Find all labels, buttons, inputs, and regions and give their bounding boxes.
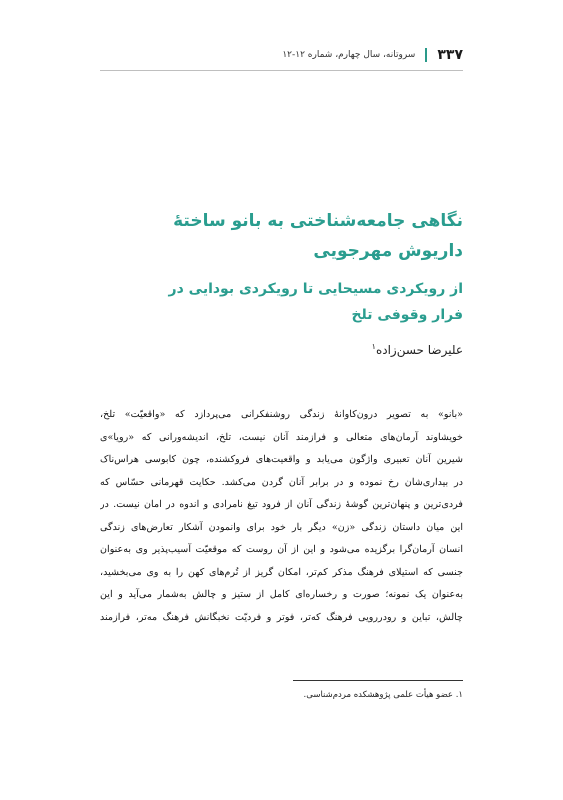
article-title-line-1: نگاهی جامعه‌شناختی به بانو ساختهٔ <box>173 211 463 231</box>
header-rule <box>100 70 463 71</box>
body-line: این میان داستان زندگی «زن» دیگر بار خود برای وانمودن آشکار تعارض‌های زندگی <box>100 521 463 533</box>
body-line: به‌عنوان یک نمونه؛ صورت و رخساره‌ای کامل از ستیز و چالش به‌شمار می‌آید و این <box>100 589 463 600</box>
footnote-rule <box>293 680 463 681</box>
body-paragraph <box>100 404 463 629</box>
article-subtitle-line-1: از رویکردی مسیحایی تا رویکردی بودایی در <box>168 281 463 297</box>
running-header <box>100 44 463 66</box>
body-line: چالش، تباین و رودررویی فرهنگ که‌تر، فوتر و فردیّت نخبگانش فرهنگ مه‌تر، فرازمند <box>100 611 463 623</box>
body-line: خویشاوند آرمان‌های متعالی و فرازمند آنان نیست، تلخ، اندیشه‌ورانی که «رویا»ی <box>100 431 463 443</box>
body-line: شیرین آنان تعبیری واژگون می‌یابد و واقعیت‌های فروکشنده، چون کابوسی هراس‌ناک <box>100 454 463 465</box>
author-name: علیرضا حسن‌زاده <box>375 343 463 357</box>
body-line: در بیداری‌شان رخ نموده و در برابر آنان گردن می‌کشد. حکایت قهرمانی حسّاس که <box>100 476 463 488</box>
article-subtitle-line-2: فرار وقوفی تلخ <box>351 307 463 323</box>
body-line: فردی‌ترین و پنهان‌ترین گوشهٔ زندگی آنان از فرود تیغ نامرادی و اندوه در امان نیست. در <box>100 499 463 510</box>
author-byline <box>372 342 463 357</box>
footnote: ۱. عضو هیأت علمی پژوهشکده مردم‌شناسی. <box>303 690 463 700</box>
journal-name: سروتانه، سال چهارم، شماره ۱۲-۱۲ <box>282 50 416 60</box>
body-line: جنسی که استیلای فرهنگ مذکر کم‌تر، امکان گریز از تُرم‌های کهن را به وی می‌بخشید، <box>100 566 463 578</box>
article-title-line-2: داریوش مهرجویی <box>313 241 463 261</box>
header-separator <box>425 48 427 62</box>
body-line: «بانو» به تصویر درون‌کاوانهٔ زندگی روشنفکرانی می‌پردازد که «واقعیّت» تلخ، <box>100 409 463 420</box>
page-number: ۳۳۷ <box>437 47 463 63</box>
body-line: انسان آرمان‌گرا برگزیده می‌شود و این از آن روست که موقعیّت آسیب‌پذیر وی به‌عنوان <box>100 544 463 555</box>
footnote-marker: ۱ <box>371 342 376 351</box>
